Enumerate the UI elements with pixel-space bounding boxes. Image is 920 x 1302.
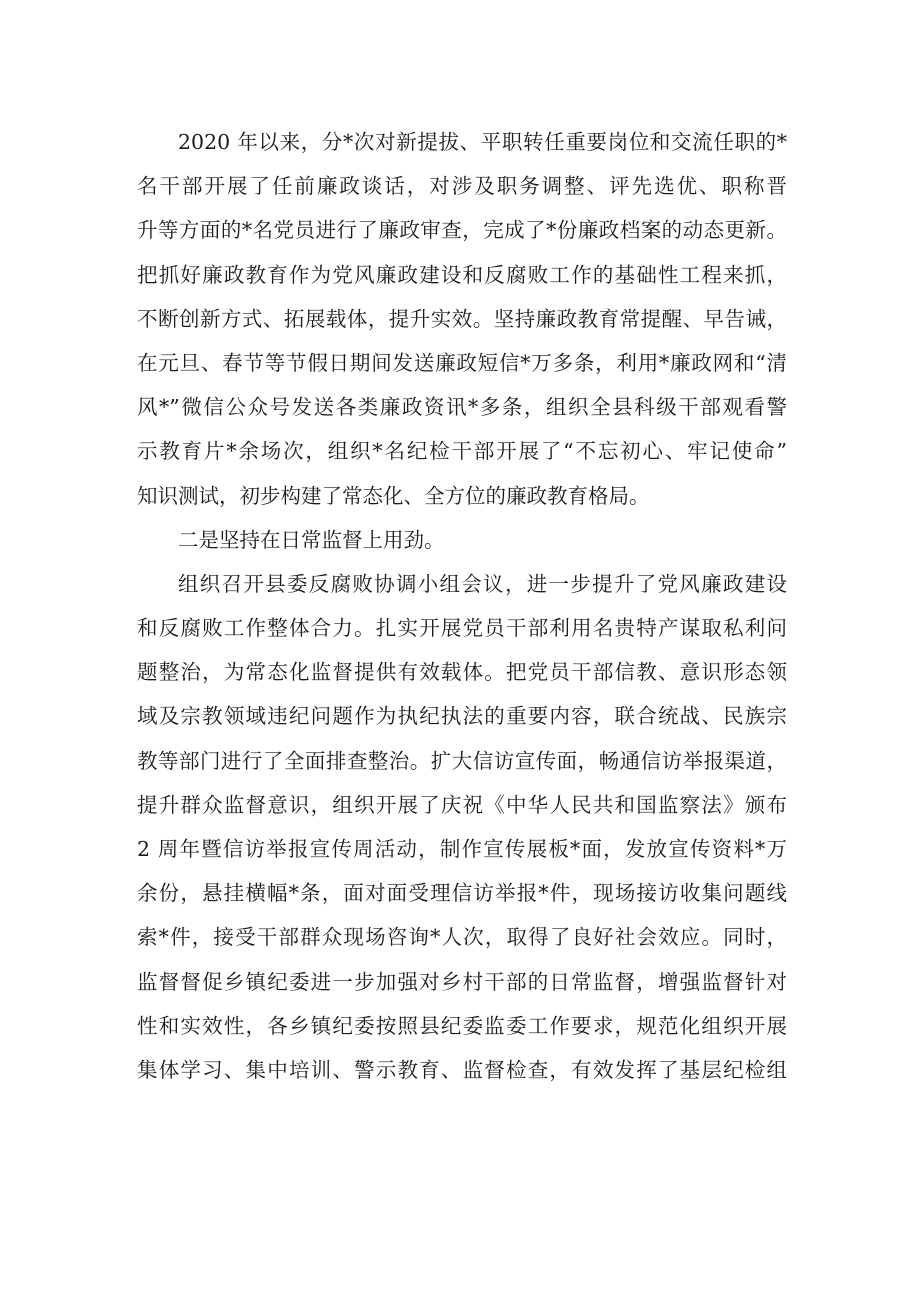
text-line: 性和实效性，各乡镇纪委按照县纪委监委工作要求，规范化组织开展	[137, 1013, 787, 1038]
text-line: 域及宗教领域违纪问题作为执纪执法的重要内容，联合统战、民族宗	[137, 704, 787, 729]
text-line: 提升群众监督意识，组织开展了庆祝《中华人民共和国监察法》颁布	[137, 792, 787, 817]
body-text	[137, 120, 787, 1092]
text-line: 教等部门进行了全面排查整治。扩大信访宣传面，畅通信访举报渠道，	[137, 748, 787, 773]
text-line: 和反腐败工作整体合力。扎实开展党员干部利用名贵特产谋取私利问	[137, 616, 787, 641]
text-line: 不断创新方式、拓展载体，提升实效。坚持廉政教育常提醒、早告诫，	[137, 306, 787, 331]
text-line: 名干部开展了任前廉政谈话，对涉及职务调整、评先选优、职称晋	[137, 174, 787, 199]
text-line: 监督督促乡镇纪委进一步加强对乡村干部的日常监督，增强监督针对	[137, 969, 787, 994]
text-line: 风*”微信公众号发送各类廉政资讯*多条，组织全县科级干部观看警	[137, 395, 787, 420]
text-line: 2 周年暨信访举报宣传周活动，制作宣传展板*面，发放宣传资料*万	[137, 837, 787, 861]
heading-line: 二是坚持在日常监督上用劲。	[178, 527, 445, 552]
text-line: 集体学习、集中培训、警示教育、监督检查，有效发挥了基层纪检组	[137, 1057, 787, 1082]
paragraph-supervision	[137, 562, 787, 1092]
text-line: 示教育片*余场次，组织*名纪检干部开展了“不忘初心、牢记使命”	[137, 439, 787, 464]
text-line: 索*件，接受干部群众现场咨询*人次，取得了良好社会效应。同时，	[137, 925, 787, 950]
text-line: 知识测试，初步构建了常态化、全方位的廉政教育格局。	[137, 483, 650, 508]
text-line: 组织召开县委反腐败协调小组会议，进一步提升了党风廉政建设	[178, 571, 787, 596]
text-line: 把抓好廉政教育作为党风廉政建设和反腐败工作的基础性工程来抓，	[137, 262, 787, 287]
text-line: 2020 年以来，分*次对新提拔、平职转任重要岗位和交流任职的*	[178, 130, 787, 154]
paragraph-education	[137, 120, 787, 518]
text-line: 余份，悬挂横幅*条，面对面受理信访举报*件，现场接访收集问题线	[137, 881, 787, 906]
section-heading	[137, 518, 787, 562]
text-line: 在元旦、春节等节假日期间发送廉政短信*万多条，利用*廉政网和“清	[137, 350, 787, 375]
text-line: 升等方面的*名党员进行了廉政审查，完成了*份廉政档案的动态更新。	[137, 218, 787, 243]
text-line: 题整治，为常态化监督提供有效载体。把党员干部信教、意识形态领	[137, 660, 787, 685]
